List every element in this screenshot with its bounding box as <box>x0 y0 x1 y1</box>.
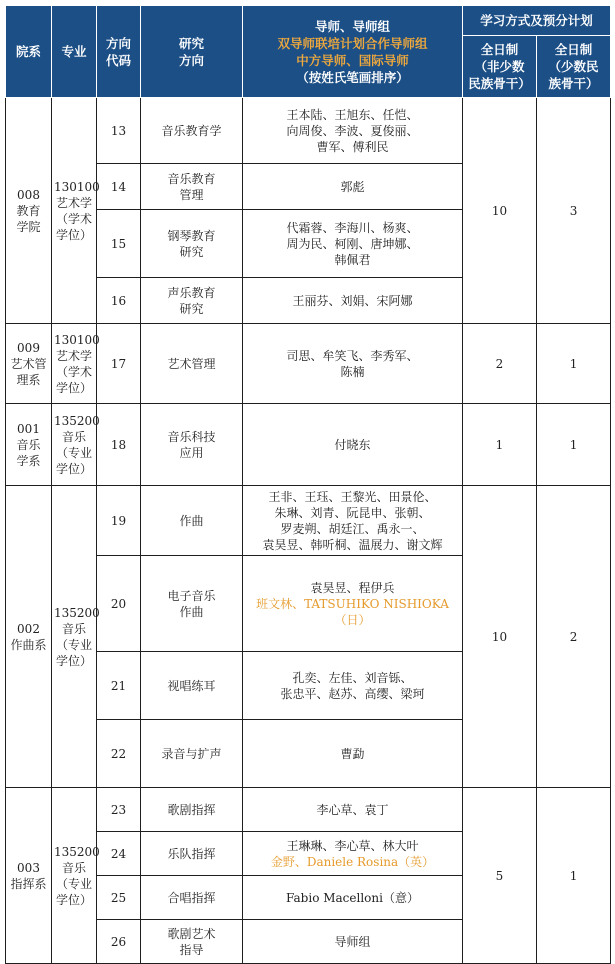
plan-nonminority-cell: 10 <box>463 486 537 788</box>
dept-cell: 003 指挥系 <box>6 788 52 964</box>
advisors-cell: 李心草、袁丁 <box>243 788 463 832</box>
advisors-cell: 王丽芬、刘娟、宋阿娜 <box>243 278 463 324</box>
dept-cell: 009 艺术管理系 <box>6 324 52 404</box>
header-major: 专业 <box>52 6 97 98</box>
table-row <box>6 486 611 556</box>
plan-nonminority-cell: 2 <box>463 324 537 404</box>
table-row <box>6 324 611 404</box>
enrollment-plan-table <box>5 5 611 964</box>
dept-cell: 001 音乐 学系 <box>6 404 52 486</box>
direction-code-cell: 22 <box>97 720 141 788</box>
research-direction-cell: 艺术管理 <box>141 324 243 404</box>
header-study-mode: 学习方式及预分计划 <box>463 6 611 36</box>
direction-code-cell: 18 <box>97 404 141 486</box>
research-direction-cell: 音乐教育 管理 <box>141 164 243 210</box>
research-direction-cell: 音乐科技 应用 <box>141 404 243 486</box>
direction-code-cell: 21 <box>97 652 141 720</box>
direction-code-cell: 25 <box>97 876 141 920</box>
advisors-cell: 孔奕、左佳、刘音铄、 张忠平、赵苏、高缨、梁珂 <box>243 652 463 720</box>
advisors-cell: 司思、牟笑飞、李秀军、 陈楠 <box>243 324 463 404</box>
direction-code-cell: 15 <box>97 210 141 278</box>
direction-code-cell: 16 <box>97 278 141 324</box>
advisors-cell: 曹勐 <box>243 720 463 788</box>
research-direction-cell: 电子音乐 作曲 <box>141 556 243 652</box>
research-direction-cell: 歌剧指挥 <box>141 788 243 832</box>
direction-code-cell: 14 <box>97 164 141 210</box>
international-advisors: 班文林、TATSUHIKO NISHIOKA（日） <box>256 596 449 627</box>
major-cell: 130100 艺术学 （学术 学位） <box>52 98 97 324</box>
advisors-cell: Fabio Macelloni（意） <box>243 876 463 920</box>
research-direction-cell: 录音与扩声 <box>141 720 243 788</box>
advisors-cell: 袁昊昱、程伊兵 班文林、TATSUHIKO NISHIOKA（日） <box>243 556 463 652</box>
table-body <box>6 98 611 964</box>
research-direction-cell: 声乐教育 研究 <box>141 278 243 324</box>
major-cell: 130100 艺术学 （学术 学位） <box>52 324 97 404</box>
research-direction-cell: 作曲 <box>141 486 243 556</box>
table-row <box>6 788 611 832</box>
plan-nonminority-cell: 5 <box>463 788 537 964</box>
major-cell: 135200 音乐 （专业 学位） <box>52 486 97 788</box>
international-advisors: 金野、Daniele Rosina（英） <box>270 854 435 869</box>
research-direction-cell: 钢琴教育 研究 <box>141 210 243 278</box>
plan-minority-cell: 3 <box>537 98 611 324</box>
advisors-cell: 王琳琳、李心草、林大叶 金野、Daniele Rosina（英） <box>243 832 463 876</box>
direction-code-cell: 17 <box>97 324 141 404</box>
header-code: 方向 代码 <box>97 6 141 98</box>
direction-code-cell: 23 <box>97 788 141 832</box>
advisors-cell: 王非、王珏、王黎光、田景伦、 朱琳、刘青、阮昆申、张朝、 罗麦朔、胡廷江、禹永一、 袁昊昱、韩听桐、温展力、谢文辉 <box>243 486 463 556</box>
table-row <box>6 98 611 164</box>
research-direction-cell: 音乐教育学 <box>141 98 243 164</box>
advisors-cell: 付晓东 <box>243 404 463 486</box>
plan-minority-cell: 1 <box>537 324 611 404</box>
table-row <box>6 404 611 486</box>
header-ft-nonminority: 全日制 （非少数 民族骨干） <box>463 36 537 98</box>
direction-code-cell: 26 <box>97 920 141 964</box>
plan-nonminority-cell: 10 <box>463 98 537 324</box>
major-cell: 135200 音乐 （专业 学位） <box>52 404 97 486</box>
advisors-cell: 导师组 <box>243 920 463 964</box>
header-ft-minority: 全日制 （少数民 族骨干） <box>537 36 611 98</box>
dept-cell: 008 教育 学院 <box>6 98 52 324</box>
major-cell: 135200 音乐 （专业 学位） <box>52 788 97 964</box>
table-header <box>6 6 611 98</box>
advisors-cell: 郭彪 <box>243 164 463 210</box>
direction-code-cell: 24 <box>97 832 141 876</box>
advisors-cell: 代霜蓉、李海川、杨爽、 周为民、柯刚、唐坤娜、 韩佩君 <box>243 210 463 278</box>
research-direction-cell: 视唱练耳 <box>141 652 243 720</box>
header-dept: 院系 <box>6 6 52 98</box>
research-direction-cell: 合唱指挥 <box>141 876 243 920</box>
direction-code-cell: 13 <box>97 98 141 164</box>
research-direction-cell: 乐队指挥 <box>141 832 243 876</box>
direction-code-cell: 19 <box>97 486 141 556</box>
direction-code-cell: 20 <box>97 556 141 652</box>
header-direction: 研究 方向 <box>141 6 243 98</box>
plan-minority-cell: 1 <box>537 788 611 964</box>
plan-minority-cell: 1 <box>537 404 611 486</box>
plan-nonminority-cell: 1 <box>463 404 537 486</box>
header-advisors: 导师、导师组 双导师联培计划合作导师组 中方导师、国际导师 （按姓氏笔画排序） <box>243 6 463 98</box>
advisors-cell: 王本陆、王旭东、任恺、 向周俊、李波、夏俊丽、 曹军、傅利民 <box>243 98 463 164</box>
dept-cell: 002 作曲系 <box>6 486 52 788</box>
research-direction-cell: 歌剧艺术 指导 <box>141 920 243 964</box>
plan-minority-cell: 2 <box>537 486 611 788</box>
